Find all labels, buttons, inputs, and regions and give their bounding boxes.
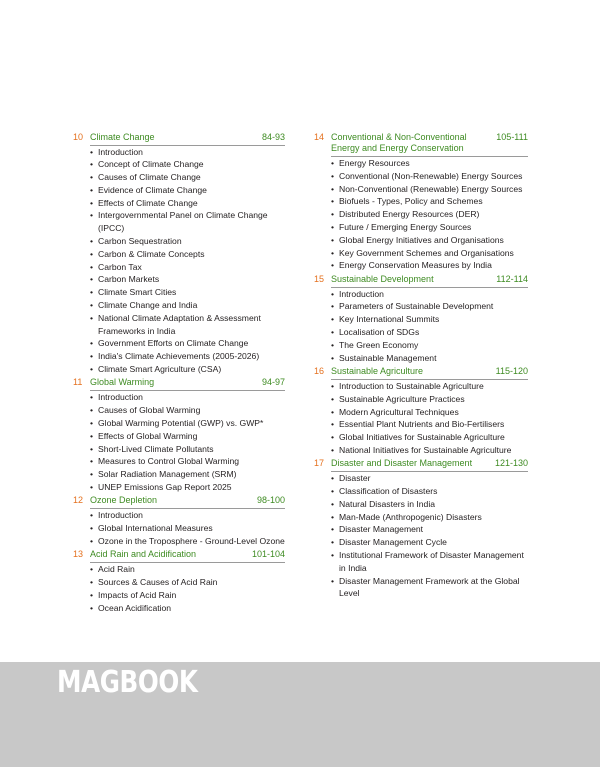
chapter-page-range: 121-130 (494, 458, 528, 469)
topic-item: • Essential Plant Nutrients and Bio-Fertilisers (331, 418, 528, 431)
topic-list (314, 472, 528, 600)
chapter-title: Conventional & Non-Conventional Energy and Energy Conservation (331, 131, 467, 153)
chapter-number: 15 (314, 273, 325, 284)
topic-item: • UNEP Emissions Gap Report 2025 (90, 481, 285, 494)
topic-item: • Energy Resources (331, 157, 528, 170)
topic-item: • Carbon Sequestration (90, 235, 285, 248)
chapter-title: Disaster and Disaster Management (331, 458, 473, 469)
topic-item: • Impacts of Acid Rain (90, 589, 285, 602)
topic-item: • Conventional (Non-Renewable) Energy Sources (331, 170, 528, 183)
topic-item: • Climate Smart Cities (90, 286, 285, 299)
topic-list (314, 288, 528, 365)
topic-list (73, 563, 285, 614)
chapter-heading[interactable] (314, 272, 528, 287)
topic-item: • Government Efforts on Climate Change (90, 337, 285, 350)
chapter-number: 12 (73, 495, 84, 506)
chapter-title: Global Warming (90, 377, 155, 388)
topic-item: • Global Energy Initiatives and Organisations (331, 234, 528, 247)
topic-item: • Evidence of Climate Change (90, 184, 285, 197)
topic-item: • Causes of Global Warming (90, 404, 285, 417)
toc-chapter (73, 376, 285, 494)
chapter-number: 16 (314, 365, 325, 376)
topic-item: • Ozone in the Troposphere - Ground-Level Ozone (90, 535, 285, 548)
topic-item: • Introduction (90, 391, 285, 404)
brand-logo: MAGBOOK (57, 665, 198, 700)
topic-item: • Sources & Causes of Acid Rain (90, 576, 285, 589)
topic-item: • National Climate Adaptation & Assessment Frameworks in India (90, 312, 285, 338)
topic-item: • Solar Radiation Management (SRM) (90, 468, 285, 481)
chapter-title: Ozone Depletion (90, 495, 158, 506)
topic-item: • Energy Conservation Measures by India (331, 259, 528, 272)
toc-chapter (314, 272, 528, 364)
topic-list (73, 391, 285, 493)
chapter-title: Sustainable Agriculture (331, 365, 424, 376)
topic-item: • Disaster Management (331, 523, 528, 536)
chapter-heading[interactable] (73, 376, 285, 391)
topic-item: • Disaster Management Framework at the Global Level (331, 575, 528, 601)
topic-item: • Localisation of SDGs (331, 326, 528, 339)
chapter-number: 17 (314, 458, 325, 469)
topic-item: • Intergovernmental Panel on Climate Change (IPCC) (90, 209, 285, 235)
topic-item: • Key International Summits (331, 313, 528, 326)
topic-item: • Acid Rain (90, 563, 285, 576)
chapter-number: 11 (73, 377, 83, 388)
topic-item: • Introduction (90, 509, 285, 522)
topic-item: • Non-Conventional (Renewable) Energy Sources (331, 183, 528, 196)
topic-item: • Concept of Climate Change (90, 158, 285, 171)
chapter-heading[interactable] (73, 494, 285, 509)
topic-item: • Measures to Control Global Warming (90, 455, 285, 468)
toc-right-column (314, 130, 528, 600)
topic-item: • Ocean Acidification (90, 602, 285, 615)
chapter-heading[interactable] (314, 364, 528, 379)
topic-item: • Effects of Global Warming (90, 430, 285, 443)
topic-list (314, 157, 528, 272)
topic-item: • Short-Lived Climate Pollutants (90, 443, 285, 456)
topic-list (314, 380, 528, 457)
topic-item: • Distributed Energy Resources (DER) (331, 208, 528, 221)
topic-item: • Key Government Schemes and Organisations (331, 247, 528, 260)
toc-chapter (73, 494, 285, 548)
topic-item: • Climate Change and India (90, 299, 285, 312)
chapter-page-range: 115-120 (495, 365, 528, 376)
topic-item: • Global International Measures (90, 522, 285, 535)
topic-item: • Disaster Management Cycle (331, 536, 528, 549)
chapter-number: 10 (73, 131, 84, 142)
chapter-title: Acid Rain and Acidification (90, 549, 197, 560)
toc-left-column (73, 130, 285, 614)
topic-item: • Effects of Climate Change (90, 197, 285, 210)
chapter-page-range: 112-114 (496, 273, 528, 284)
toc-chapter (314, 364, 528, 456)
topic-item: • Causes of Climate Change (90, 171, 285, 184)
chapter-title: Sustainable Development (331, 273, 434, 284)
topic-item: • Future / Emerging Energy Sources (331, 221, 528, 234)
topic-item: • Natural Disasters in India (331, 498, 528, 511)
topic-item: • Classification of Disasters (331, 485, 528, 498)
topic-item: • Introduction (90, 146, 285, 159)
chapter-heading[interactable] (73, 548, 285, 563)
topic-item: • Modern Agricultural Techniques (331, 406, 528, 419)
topic-list (73, 509, 285, 547)
chapter-heading[interactable] (314, 130, 528, 156)
chapter-page-range: 105-111 (496, 131, 528, 142)
topic-item: • Carbon Tax (90, 261, 285, 274)
topic-item: • Climate Smart Agriculture (CSA) (90, 363, 285, 376)
chapter-title: Climate Change (90, 131, 155, 142)
topic-item: • Sustainable Agriculture Practices (331, 393, 528, 406)
toc-chapter (314, 457, 528, 600)
topic-item: • Introduction to Sustainable Agriculture (331, 380, 528, 393)
toc-chapter (73, 548, 285, 615)
topic-list (73, 146, 285, 376)
topic-item: • Parameters of Sustainable Development (331, 300, 528, 313)
topic-item: • Institutional Framework of Disaster Management in India (331, 549, 528, 575)
toc-chapter (73, 130, 285, 376)
chapter-number: 14 (314, 131, 325, 142)
chapter-number: 13 (73, 549, 84, 560)
chapter-page-range: 94-97 (261, 377, 285, 388)
chapter-page-range: 101-104 (251, 549, 285, 560)
topic-item: • Sustainable Management (331, 352, 528, 365)
topic-item: • India's Climate Achievements (2005-2026) (90, 350, 285, 363)
topic-item: • Carbon Markets (90, 273, 285, 286)
topic-item: • Global Warming Potential (GWP) vs. GWP* (90, 417, 285, 430)
chapter-heading[interactable] (73, 130, 285, 145)
topic-item: • Introduction (331, 288, 528, 301)
toc-chapter (314, 130, 528, 272)
chapter-page-range: 98-100 (256, 495, 285, 506)
topic-item: • Disaster (331, 472, 528, 485)
topic-item: • National Initiatives for Sustainable Agriculture (331, 444, 528, 457)
topic-item: • Global Initiatives for Sustainable Agriculture (331, 431, 528, 444)
topic-item: • Biofuels - Types, Policy and Schemes (331, 195, 528, 208)
topic-item: • Carbon & Climate Concepts (90, 248, 285, 261)
chapter-heading[interactable] (314, 457, 528, 472)
topic-item: • The Green Economy (331, 339, 528, 352)
topic-item: • Man-Made (Anthropogenic) Disasters (331, 511, 528, 524)
chapter-page-range: 84-93 (261, 131, 285, 142)
